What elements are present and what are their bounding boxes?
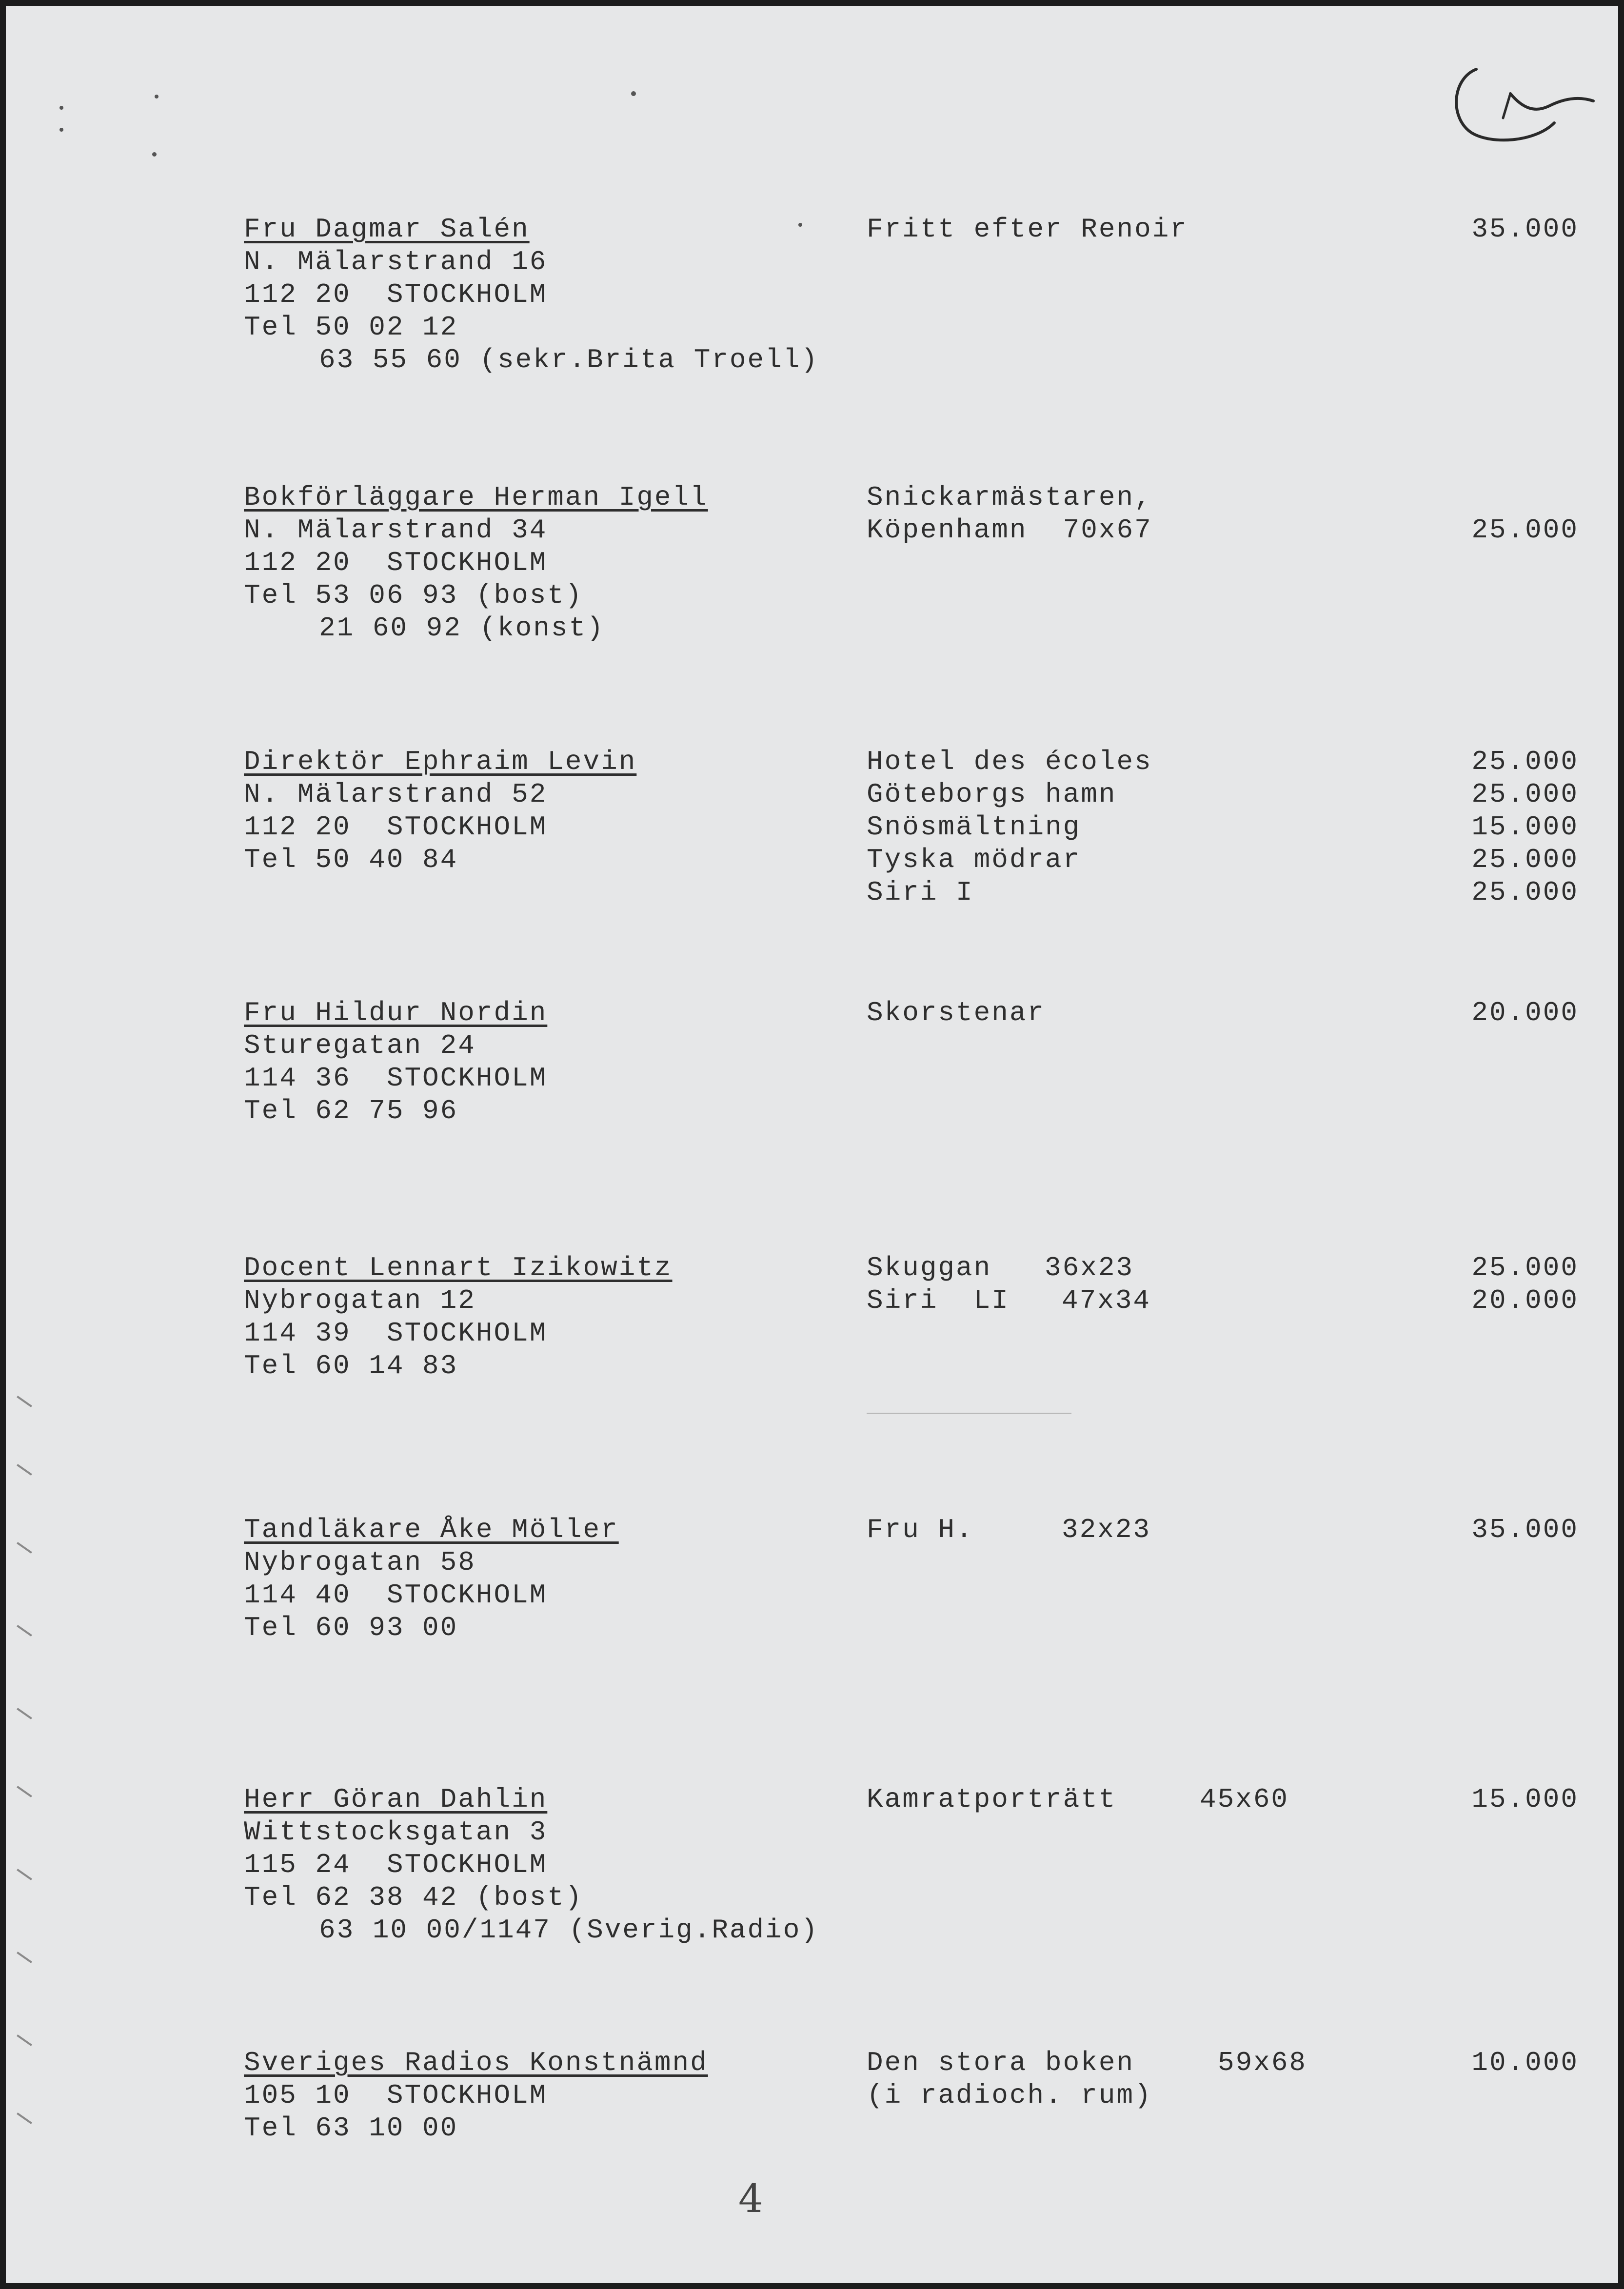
buyer-address-block xyxy=(244,997,547,1127)
work-price: 25.000 xyxy=(1471,779,1579,810)
buyer-address-block xyxy=(244,213,819,376)
work-size: 47x34 xyxy=(1062,1285,1151,1316)
work-row xyxy=(867,778,1579,811)
buyer-name: Docent Lennart Izikowitz xyxy=(244,1252,673,1283)
works-list xyxy=(867,1514,1579,1546)
address-line: Tel 53 06 93 (bost) xyxy=(244,580,583,611)
address-line: 114 40 STOCKHOLM xyxy=(244,1579,548,1611)
address-line: Nybrogatan 58 xyxy=(244,1547,476,1578)
edge-mark xyxy=(17,1786,32,1797)
work-price: 20.000 xyxy=(1471,997,1579,1028)
work-row xyxy=(867,1783,1579,1816)
works-list xyxy=(867,1783,1579,1816)
work-title: Skuggan xyxy=(867,1252,992,1283)
work-title: Skorstenar xyxy=(867,997,1046,1028)
work-row xyxy=(867,1284,1579,1317)
faint-ink-line xyxy=(867,1413,1071,1414)
address-line: Wittstocksgatan 3 xyxy=(244,1816,548,1848)
edge-mark xyxy=(17,1625,32,1637)
edge-mark xyxy=(17,1396,32,1407)
work-row xyxy=(867,876,1579,909)
edge-mark xyxy=(17,1952,32,1963)
address-line: Tel 50 02 12 xyxy=(244,312,458,343)
work-price: 35.000 xyxy=(1471,1514,1579,1545)
work-row xyxy=(867,1514,1579,1546)
buyer-address-block xyxy=(244,481,708,645)
work-size: 36x23 xyxy=(1045,1252,1134,1283)
document-page xyxy=(6,6,1618,2283)
address-extra-line: 21 60 92 (konst) xyxy=(319,612,605,644)
address-extra-line: 63 10 00/1147 (Sverig.Radio) xyxy=(319,1914,819,1946)
work-title: Köpenhamn 70x67 xyxy=(867,514,1152,546)
edge-mark xyxy=(17,1464,32,1476)
work-price: 35.000 xyxy=(1471,214,1579,245)
edge-mark xyxy=(17,2112,32,2124)
address-line: 112 20 STOCKHOLM xyxy=(244,547,548,578)
work-row xyxy=(867,1252,1579,1284)
buyer-name: Fru Dagmar Salén xyxy=(244,214,530,245)
speck xyxy=(152,152,157,157)
edge-mark xyxy=(17,1869,32,1880)
speck xyxy=(59,128,63,132)
speck xyxy=(631,91,636,96)
buyer-address-block xyxy=(244,1252,673,1382)
work-title: Snickarmästaren, xyxy=(867,482,1152,513)
address-line: 114 36 STOCKHOLM xyxy=(244,1063,548,1094)
work-title: Den stora boken xyxy=(867,2047,1135,2078)
work-price: 15.000 xyxy=(1471,1784,1579,1815)
speck xyxy=(59,106,63,110)
works-list xyxy=(867,481,1579,547)
address-line: N. Mälarstrand 52 xyxy=(244,779,548,810)
works-list xyxy=(867,1252,1579,1317)
work-price: 25.000 xyxy=(1471,877,1579,908)
works-list xyxy=(867,746,1579,909)
page-number: 4 xyxy=(738,2176,763,2221)
work-price: 25.000 xyxy=(1471,844,1579,875)
work-row xyxy=(867,514,1579,547)
buyer-address-block xyxy=(244,2047,708,2145)
address-line: Tel 62 75 96 xyxy=(244,1095,458,1126)
buyer-name: Herr Göran Dahlin xyxy=(244,1784,548,1815)
work-row xyxy=(867,2079,1579,2112)
address-line: N. Mälarstrand 34 xyxy=(244,514,548,546)
works-list xyxy=(867,2047,1579,2112)
speck xyxy=(155,95,158,99)
work-price: 25.000 xyxy=(1471,514,1579,546)
address-line: 105 10 STOCKHOLM xyxy=(244,2080,548,2111)
work-size: 32x23 xyxy=(1062,1514,1151,1545)
address-line: Tel 50 40 84 xyxy=(244,844,458,875)
work-title: Fru H. xyxy=(867,1514,974,1545)
work-title: (i radioch. rum) xyxy=(867,2080,1152,2111)
work-price: 15.000 xyxy=(1471,811,1579,843)
work-title: Fritt efter Renoir xyxy=(867,214,1188,245)
edge-mark xyxy=(17,2034,32,2046)
works-list xyxy=(867,213,1579,246)
work-row xyxy=(867,481,1579,514)
work-title: Hotel des écoles xyxy=(867,746,1152,777)
buyer-name: Sveriges Radios Konstnämnd xyxy=(244,2047,708,2078)
work-row xyxy=(867,997,1579,1029)
work-row xyxy=(867,2047,1579,2079)
work-title: Kamratporträtt xyxy=(867,1784,1117,1815)
buyer-address-block xyxy=(244,746,636,876)
address-line: 115 24 STOCKHOLM xyxy=(244,1849,548,1880)
edge-mark xyxy=(17,1708,32,1719)
buyer-name: Fru Hildur Nordin xyxy=(244,997,548,1028)
address-line: 112 20 STOCKHOLM xyxy=(244,279,548,310)
work-title: Siri LI xyxy=(867,1285,1010,1316)
edge-mark xyxy=(17,1542,32,1554)
address-line: Tel 63 10 00 xyxy=(244,2112,458,2144)
work-title: Snösmältning xyxy=(867,811,1081,843)
buyer-name: Bokförläggare Herman Igell xyxy=(244,482,708,513)
address-line: 114 39 STOCKHOLM xyxy=(244,1318,548,1349)
work-title: Göteborgs hamn xyxy=(867,779,1117,810)
address-line: 112 20 STOCKHOLM xyxy=(244,811,548,843)
work-price: 10.000 xyxy=(1471,2047,1579,2078)
address-line: Tel 60 14 83 xyxy=(244,1350,458,1381)
buyer-name: Direktör Ephraim Levin xyxy=(244,746,637,777)
address-line: Nybrogatan 12 xyxy=(244,1285,476,1316)
work-price: 25.000 xyxy=(1471,1252,1579,1283)
address-line: Tel 62 38 42 (bost) xyxy=(244,1882,583,1913)
work-row xyxy=(867,213,1579,246)
address-extra-line: 63 55 60 (sekr.Brita Troell) xyxy=(319,344,819,375)
work-size: 59x68 xyxy=(1218,2047,1307,2078)
buyer-address-block xyxy=(244,1783,819,1947)
address-line: Tel 60 93 00 xyxy=(244,1612,458,1643)
work-title: Siri I xyxy=(867,877,974,908)
buyer-name: Tandläkare Åke Möller xyxy=(244,1514,619,1545)
work-size: 45x60 xyxy=(1200,1784,1289,1815)
buyer-address-block xyxy=(244,1514,619,1644)
work-price: 25.000 xyxy=(1471,746,1579,777)
work-price: 20.000 xyxy=(1471,1285,1579,1316)
handwritten-mark xyxy=(1437,59,1603,157)
work-row xyxy=(867,844,1579,876)
address-line: N. Mälarstrand 16 xyxy=(244,246,548,277)
address-line: Sturegatan 24 xyxy=(244,1030,476,1061)
work-row xyxy=(867,811,1579,844)
work-row xyxy=(867,746,1579,778)
works-list xyxy=(867,997,1579,1029)
work-title: Tyska mödrar xyxy=(867,844,1081,875)
